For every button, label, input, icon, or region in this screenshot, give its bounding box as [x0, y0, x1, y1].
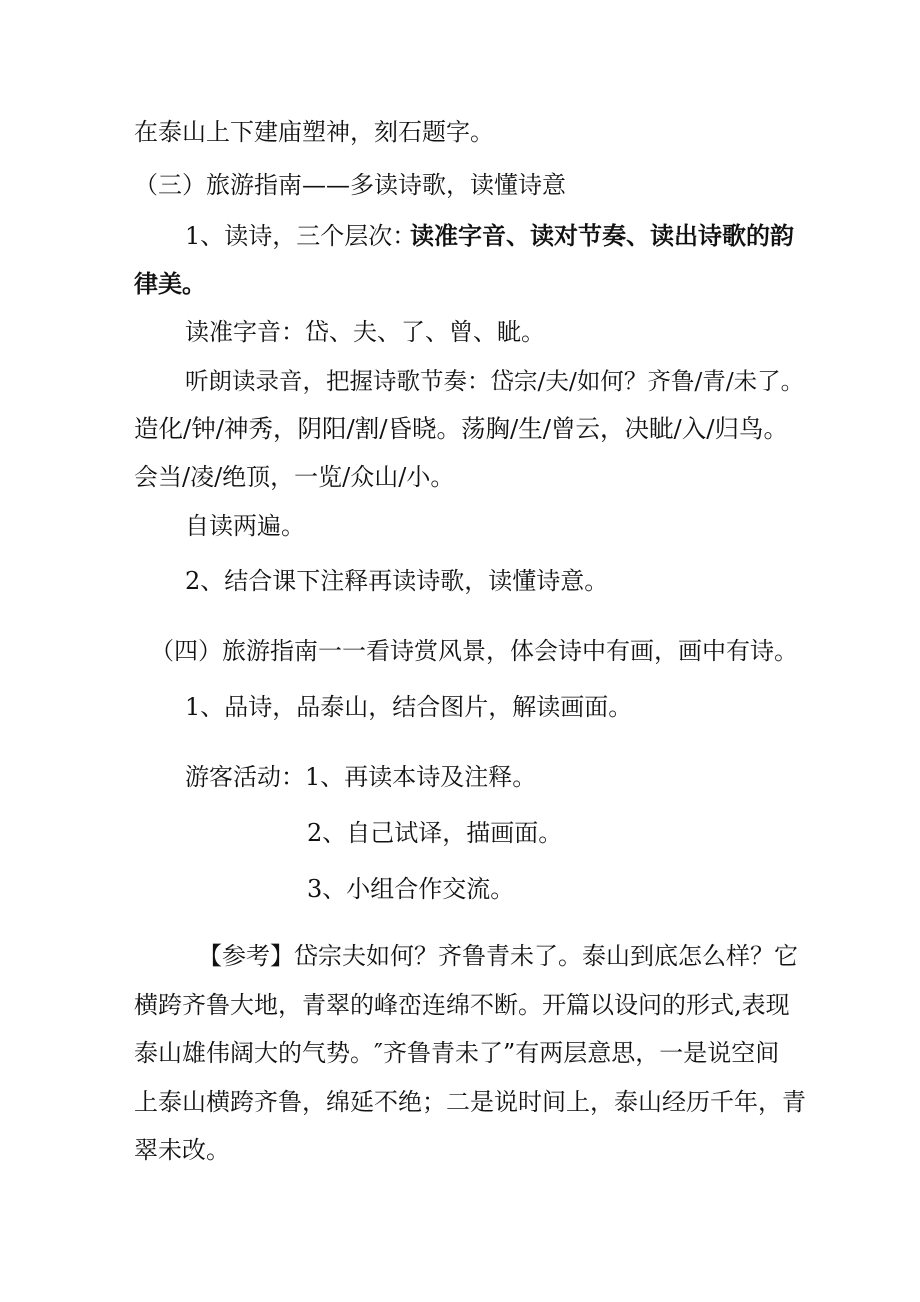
- text-line: 自读两遍。: [185, 512, 305, 540]
- text-line: 读准字音：岱、夫、了、曾、眦。: [185, 318, 545, 346]
- text-line: 游客活动：1、再读本诗及注释。: [185, 763, 537, 791]
- text-line: 上泰山横跨齐鲁，绵延不绝；二是说时间上，泰山经历千年，青: [134, 1088, 806, 1116]
- text-line: 横跨齐鲁大地，青翠的峰峦连绵不断。开篇以设问的形式,表现: [134, 991, 790, 1019]
- text-line: 2、自己试译，描画面。: [307, 819, 563, 847]
- text-line: 会当/凌/绝顶，一览/众山/小。: [134, 463, 455, 491]
- emphasis-text: 读准字音、读对节奏、读出诗歌的韵: [410, 222, 794, 250]
- text-line: 造化/钟/神秀，阴阳/割/昏晓。荡胸/生/曾云，决眦/入/归鸟。: [134, 414, 789, 443]
- text-line: 1、品诗，品泰山，结合图片，解读画面。: [185, 693, 633, 721]
- text-line: 3、小组合作交流。: [307, 875, 515, 903]
- text-line: 泰山雄伟阔大的气势。″齐鲁青未了”有两层意思，一是说空间: [134, 1039, 780, 1067]
- text-line: 翠未改。: [134, 1136, 230, 1164]
- section-heading-3: （三）旅游指南——多读诗歌，读懂诗意: [134, 171, 566, 199]
- emphasis-text: 律美。: [134, 270, 206, 298]
- text-line: 在泰山上下建庙塑神，刻石题字。: [134, 118, 494, 146]
- section-heading-4: （四）旅游指南一一看诗赏风景，体会诗中有画，画中有诗。: [150, 637, 798, 665]
- text-line: 听朗读录音，把握诗歌节奏：岱宗/夫/如何？齐鲁/青/未了。: [185, 367, 805, 395]
- text-line: 2、结合课下注释再读诗歌，读懂诗意。: [185, 567, 609, 595]
- text-line: 1、读诗，三个层次：: [185, 222, 417, 250]
- text-line: 【参考】岱宗夫如何？齐鲁青未了。泰山到底怎么样？它: [198, 942, 798, 970]
